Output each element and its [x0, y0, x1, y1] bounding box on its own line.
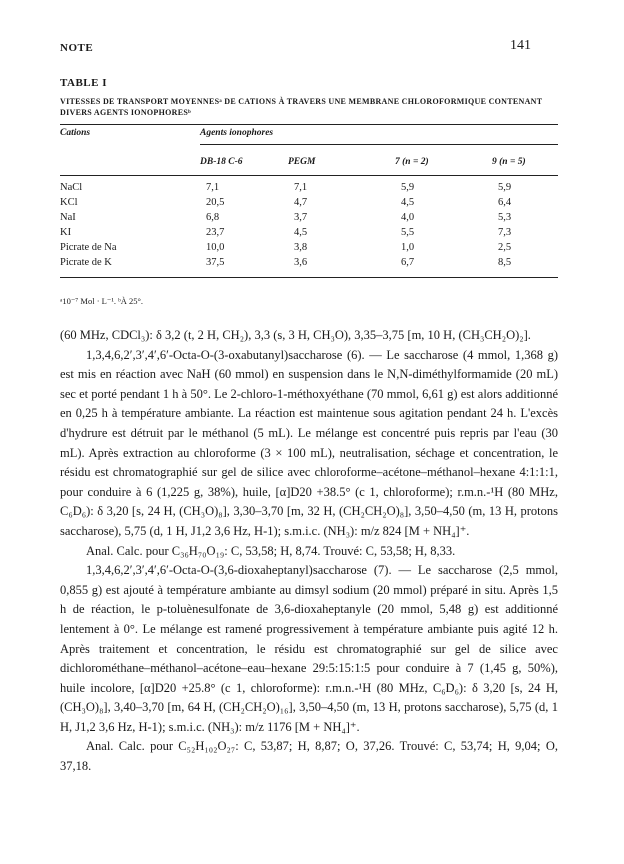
table-cell-cation: KCl — [60, 197, 78, 208]
table-cell-value: 4,0 — [401, 212, 415, 223]
table-cell-cation: KI — [60, 227, 72, 238]
table-top-rule — [60, 124, 558, 125]
table-cell-value: 10,0 — [206, 242, 225, 253]
paragraph: (60 MHz, CDCl₃): δ 3,2 (t, 2 H, CH₂), 3,3 (s, 3 H, CH₃O), 3,35–3,75 [m, 10 H, (CH₃CH₂O)₂]. — [60, 328, 531, 342]
group-rule — [200, 144, 558, 145]
table-header-rule — [60, 175, 558, 176]
paragraph: Anal. Calc. pour C₃₆H₇₀O₁₉: C, 53,58; H, 8,74. Trouvé: C, 53,58; H, 8,33. — [86, 543, 456, 558]
table-cell-value: 23,7 — [206, 227, 225, 238]
table-cell-value: 7,3 — [498, 227, 512, 238]
table-cell-value: 1,0 — [401, 242, 415, 253]
table-label: TABLE I — [60, 77, 108, 89]
paragraph: 1,3,4,6,2′,3′,4′,6′-Octa-O-(3-oxabutanyl)saccharose (6). — Le saccharose (4 mmol, 1,368 g) est mis en réaction avec NaH (60 mmol) en suspension dans le N,N-diméthylformamide (20 mL) sec et porté pendant 1 h à 50°. Le 2-chloro-1-méthoxyéthane (70 mmol, 6,61 g) est alors additionné en 0,25 h à température ambiante. La réaction est maintenue sous agitation pendant 24 h. L'excès d'hydrure est détruit par le méthanol (5 mL). Le mélange est concentré puis repris par l'eau (30 mL). Après extraction au chloroforme (3 × 100 mL), neutralisation, séchage et concentration, le résidu est chromatographié sur gel de silice avec chloroforme–acétone–méthanol–hexane 4:1:1:1, pour conduire à 6 (1,225 g, 38%), huile, [α]D20 +38.5° (c 1, chloroforme); r.m.n.-¹H (80 MHz, C₆D₆): δ 3,20 [s, 24 H, (CH₃O)₈], 3,30–3,70 [m, 32 H, (CH₂CH₂O)₈], 3,50–4,50 (m, 13 H, protons saccharose), 5,75 (d, 1 H, J1,2 3,6 Hz, H-1); s.m.i.c. (NH₃): m/z 824 [M + NH₄]⁺. — [60, 347, 558, 538]
table-footnote: ᵃ10⁻⁷ Mol · L⁻¹. ᵇÀ 25°. — [60, 296, 144, 306]
col-header-4: 9 (n = 5) — [492, 157, 526, 167]
table-cell-value: 4,5 — [401, 197, 415, 208]
table-cell-value: 5,5 — [401, 227, 415, 238]
table-cell-value: 3,8 — [294, 242, 308, 253]
table-cell-value: 6,8 — [206, 212, 220, 223]
paragraph: 1,3,4,6,2′,3′,4′,6′-Octa-O-(3,6-dioxaheptanyl)saccharose (7). — Le saccharose (2,5 mmol, 0,855 g) est ajouté à température ambiante au dimsyl sodium (20 mmol) préparé in situ. Après 1,5 h de réaction, le p-toluènesulfonate de 3,6-dioxaheptanyle (20 mmol, 5,48 g) est additionné lentement à 0°. Le mélange est ramené progressivement à température ambiante puis agité 12 h. Après traitement et concentration, le résidu est chromatographié sur gel de silice avec dichlorométhane–méthanol–acétone–eau–hexane 29:5:15:1:5 pour conduire à 7 (1,45 g, 50%), huile incolore, [α]D20 +25.8° (c 1, chloroforme): r.m.n.-¹H (80 MHz, C₆D₆): δ 3,20 [s, 24 H, (CH₃O)₈], 3,40–3,70 [m, 64 H, (CH₂CH₂O)₁₆], 3,50–4,50 (m, 13 H, protons saccharose), 5,75 (d, 1 H, J1,2 3,6 Hz, H-1); s.m.i.c. (NH₃): m/z 1176 [M + NH₄]⁺. — [60, 563, 558, 734]
table-cell-value: 3,6 — [294, 257, 308, 268]
table-cell-value: 2,5 — [498, 242, 512, 253]
table-cell-value: 7,1 — [294, 182, 308, 193]
table-cell-cation: Picrate de K — [60, 257, 112, 268]
table-cell-cation: Picrate de Na — [60, 242, 117, 253]
table-cell-value: 5,3 — [498, 212, 512, 223]
table-cell-value: 7,1 — [206, 182, 220, 193]
col-header-2: PEGM — [288, 157, 316, 167]
body-text — [60, 326, 558, 777]
col-header-1: DB-18 C-6 — [200, 157, 243, 167]
paragraph: Anal. Calc. pour C₅₂H₁₀₂O₂₇: C, 53,87; H, 8,87; O, 37,26. Trouvé: C, 53,74; H, 9,04; O, 37,18. — [60, 739, 558, 774]
table-bottom-rule — [60, 277, 558, 278]
table-cell-cation: NaCl — [60, 182, 83, 193]
col-header-3: 7 (n = 2) — [395, 157, 429, 167]
table-caption: VITESSES DE TRANSPORT MOYENNESᵃ DE CATIONS À TRAVERS UNE MEMBRANE CHLOROFORMIQUE CONTENANT DIVERS AGENTS IONOPHORESᵇ — [60, 97, 543, 117]
table-cell-value: 8,5 — [498, 257, 512, 268]
table-cell-value: 20,5 — [206, 197, 225, 208]
table-cell-cation: NaI — [60, 212, 76, 223]
col-group-header: Agents ionophores — [200, 128, 274, 138]
table-cell-value: 5,9 — [401, 182, 415, 193]
table-cell-value: 6,4 — [498, 197, 512, 208]
table-cell-value: 37,5 — [206, 257, 225, 268]
running-header: NOTE — [60, 42, 94, 54]
row-header: Cations — [60, 128, 91, 138]
table-cell-value: 4,7 — [294, 197, 308, 208]
table-cell-value: 3,7 — [294, 212, 308, 223]
table-cell-value: 6,7 — [401, 257, 415, 268]
page-number: 141 — [510, 38, 531, 53]
table-cell-value: 4,5 — [294, 227, 308, 238]
table-cell-value: 5,9 — [498, 182, 512, 193]
